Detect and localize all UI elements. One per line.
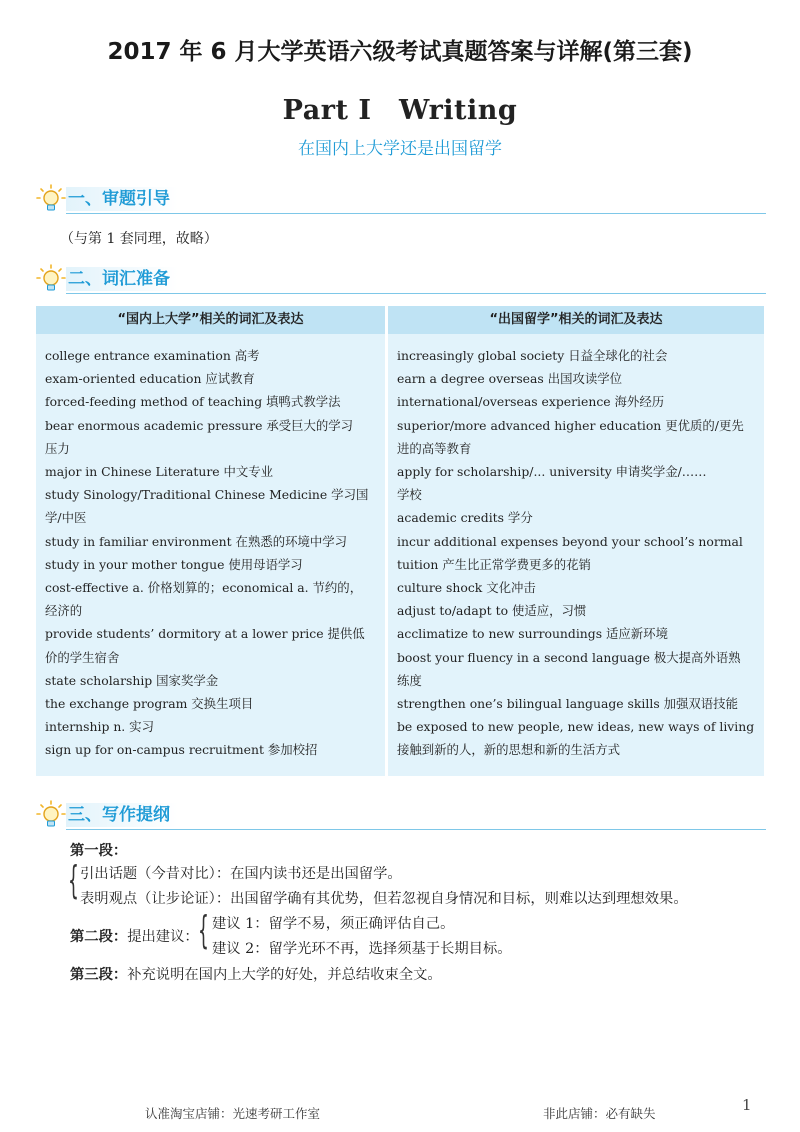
vocabulary-table — [36, 306, 764, 776]
section-divider — [66, 293, 766, 294]
vocab-entry: 价的学生宿舍 — [45, 649, 120, 665]
vocab-column-domestic — [36, 306, 385, 776]
lightbulb-icon — [36, 184, 66, 214]
vocab-entry: adjust to/adapt to 使适应，习惯 — [397, 603, 587, 619]
vocab-entry: 压力 — [45, 440, 70, 456]
footer-warning: 非此店铺：必有缺失 — [543, 1106, 656, 1121]
brace-icon: { — [198, 908, 209, 952]
section-divider — [66, 829, 766, 830]
vocab-entry: the exchange program 交换生项目 — [45, 696, 254, 712]
lightbulb-icon — [36, 264, 66, 294]
vocab-entry: international/overseas experience 海外经历 — [397, 394, 665, 410]
outline-p2-suggestion-2: 建议 2：留学光环不再，选择须基于长期目标。 — [212, 941, 512, 957]
vocab-entry: study in your mother tongue 使用母语学习 — [45, 556, 303, 572]
outline-p2-intro: 提出建议： — [127, 929, 199, 945]
vocab-entry: study Sinology/Traditional Chinese Medicine 学习国 — [45, 487, 369, 503]
part-title: Part I Writing — [282, 95, 518, 126]
vocab-entry: 进的高等教育 — [397, 440, 472, 456]
vocab-entry: provide students’ dormitory at a lower price 提供低 — [45, 626, 365, 642]
vocab-entry: strengthen one’s bilingual language skills 加强双语技能 — [397, 696, 738, 712]
vocab-entry: culture shock 文化冲击 — [397, 580, 536, 596]
document-title: 2017 年 6 月大学英语六级考试真题答案与详解(第三套) — [107, 39, 693, 65]
vocab-entry: superior/more advanced higher education 更优质的/更先 — [397, 417, 744, 433]
page-number: 1 — [742, 1096, 752, 1114]
vocab-entry: 经济的 — [45, 603, 83, 619]
vocab-column-abroad — [388, 306, 764, 776]
outline-p3: 第三段：补充说明在国内上大学的好处，并总结收束全文。 — [70, 967, 442, 983]
section-divider — [66, 213, 766, 214]
vocab-entry: internship n. 实习 — [45, 719, 154, 735]
section-heading-1 — [36, 184, 766, 214]
vocab-entry: earn a degree overseas 出国攻读学位 — [397, 371, 623, 387]
vocab-entry: incur additional expenses beyond your school’s normal — [397, 533, 743, 549]
outline-p1-point-b: 表明观点（让步论证）：出国留学确有其优势，但若忽视自身情况和目标，则难以达到理想效果。 — [80, 891, 688, 907]
vocab-entry: 接触到新的人，新的思想和新的生活方式 — [397, 742, 621, 758]
vocab-list-abroad — [388, 334, 764, 762]
section-label-outline: 三、写作提纲 — [66, 803, 178, 827]
vocab-entry: study in familiar environment 在熟悉的环境中学习 — [45, 533, 348, 549]
vocab-entry: exam-oriented education 应试教育 — [45, 371, 255, 387]
vocab-entry: be exposed to new people, new ideas, new ways of living — [397, 719, 755, 735]
outline-p2-suggestion-1: 建议 1：留学不易，须正确评估自己。 — [212, 916, 455, 932]
vocab-header-domestic: “国内上大学”相关的词汇及表达 — [36, 306, 385, 334]
vocab-entry: academic credits 学分 — [397, 510, 533, 526]
section-note: （与第 1 套同理，故略） — [60, 231, 218, 247]
section-heading-3 — [36, 800, 766, 830]
vocab-entry: college entrance examination 高考 — [45, 348, 260, 363]
outline-p1-point-a: 引出话题（今昔对比）：在国内读书还是出国留学。 — [80, 866, 402, 882]
lightbulb-icon — [36, 800, 66, 830]
outline-p2-label: 第二段：提出建议： — [70, 929, 199, 945]
vocab-header-abroad: “出国留学”相关的词汇及表达 — [388, 306, 764, 334]
vocab-entry: sign up for on-campus recruitment 参加校招 — [45, 742, 318, 758]
brace-icon: { — [68, 858, 79, 902]
vocab-list-domestic — [36, 334, 385, 762]
vocab-entry: 练度 — [397, 672, 422, 688]
vocab-entry: state scholarship 国家奖学金 — [45, 672, 219, 688]
vocab-entry: tuition 产生比正常学费更多的花销 — [397, 556, 591, 572]
vocab-entry: increasingly global society 日益全球化的社会 — [397, 348, 668, 363]
vocab-entry: 学/中医 — [45, 510, 87, 526]
vocab-entry: forced-feeding method of teaching 填鸭式教学法 — [45, 394, 341, 410]
vocab-entry: major in Chinese Literature 中文专业 — [45, 464, 274, 480]
section-heading-2 — [36, 264, 766, 294]
essay-topic: 在国内上大学还是出国留学 — [298, 139, 502, 159]
vocab-entry: 学校 — [397, 487, 422, 503]
vocab-entry: apply for scholarship/... university 申请奖学金/…… — [397, 464, 707, 480]
vocab-entry: acclimatize to new surroundings 适应新环境 — [397, 626, 668, 642]
vocab-entry: boost your fluency in a second language 极大提高外语熟 — [397, 649, 741, 665]
outline-p3-text: 补充说明在国内上大学的好处，并总结收束全文。 — [127, 967, 442, 983]
footer-shop-note: 认准淘宝店铺：光速考研工作室 — [145, 1106, 321, 1121]
outline-p1-label: 第一段： — [70, 843, 128, 859]
vocab-entry: bear enormous academic pressure 承受巨大的学习 — [45, 417, 354, 433]
vocab-entry: cost-effective a. 价格划算的；economical a. 节约的， — [45, 580, 363, 596]
section-label-vocabulary: 二、词汇准备 — [66, 267, 178, 291]
section-label-review-guide: 一、审题引导 — [66, 187, 178, 211]
